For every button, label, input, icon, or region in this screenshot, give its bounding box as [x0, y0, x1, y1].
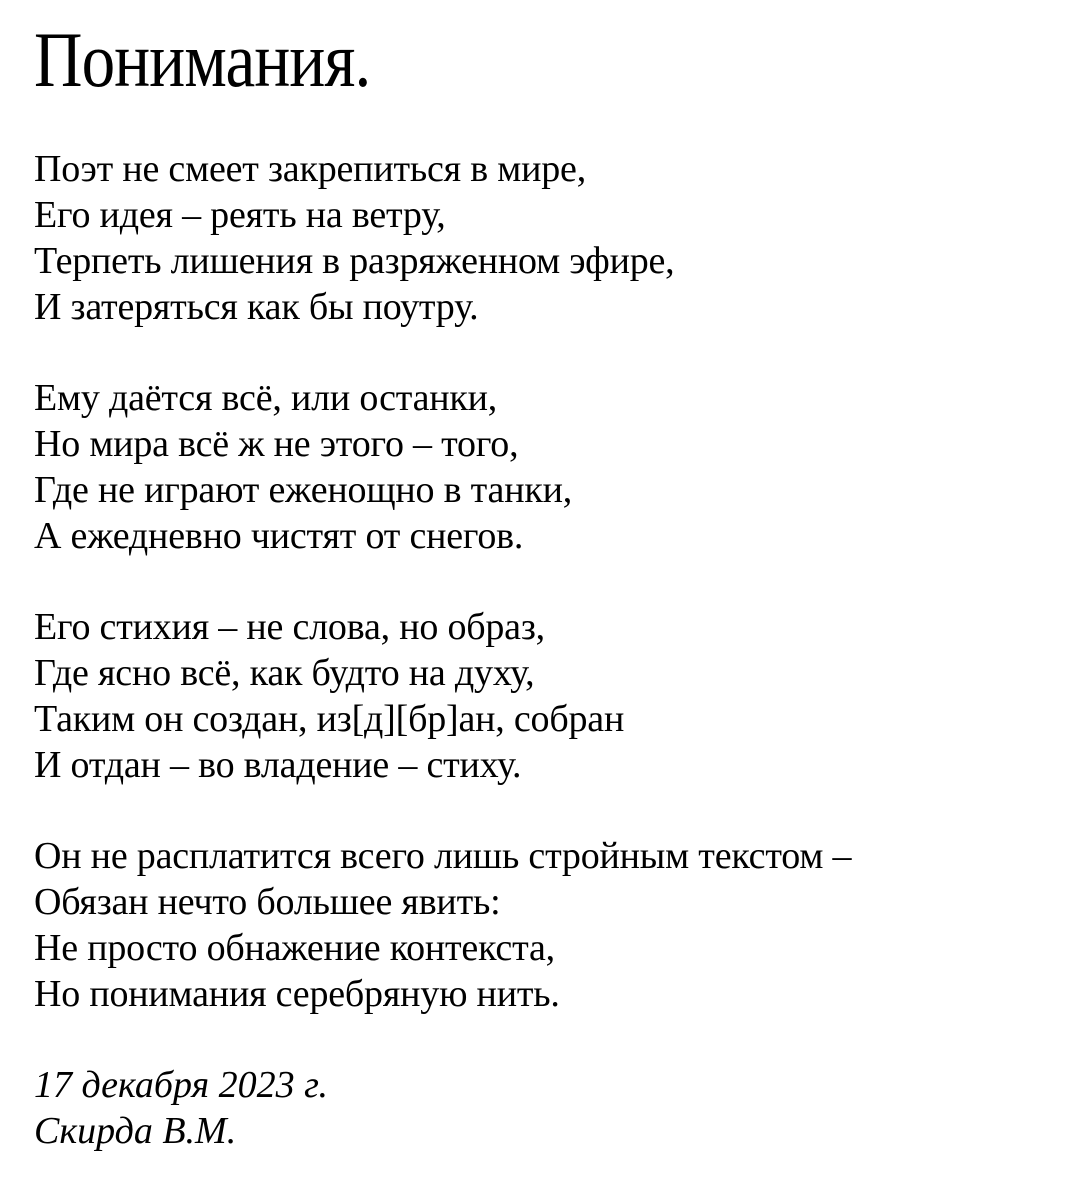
verse-line: Где не играют еженощно в танки,: [34, 469, 573, 511]
verse-line: Он не расплатится всего лишь стройным текстом –: [34, 835, 852, 877]
stanza-3: [34, 604, 1047, 788]
signature-date: 17 декабря 2023 г.: [34, 1064, 328, 1106]
verse-line: Но мира всё ж не этого – того,: [34, 423, 519, 465]
verse-line: Но понимания серебряную нить.: [34, 973, 560, 1015]
poem-title: Понимания.: [34, 16, 371, 103]
verse-line: И затеряться как бы поутру.: [34, 286, 479, 328]
verse-line: И отдан – во владение – стиху.: [34, 744, 522, 786]
verse-line: Таким он создан, из[д][бр]ан, собран: [34, 698, 625, 740]
signature-author: Скирда В.М.: [34, 1110, 237, 1152]
verse-line: А ежедневно чистят от снегов.: [34, 515, 524, 557]
stanza-1: [34, 146, 1047, 330]
verse-line: Его стихия – не слова, но образ,: [34, 606, 545, 648]
poem-page: [34, 14, 1047, 1154]
verse-line: Где ясно всё, как будто на духу,: [34, 652, 535, 694]
verse-line: Ему даётся всё, или останки,: [34, 377, 498, 419]
signature-block: [34, 1062, 1047, 1154]
verse-line: Поэт не смеет закрепиться в мире,: [34, 148, 587, 190]
stanza-4: [34, 833, 1047, 1017]
stanza-2: [34, 375, 1047, 559]
verse-line: Обязан нечто большее явить:: [34, 881, 501, 923]
verse-line: Терпеть лишения в разряженном эфире,: [34, 240, 675, 282]
verse-line: Его идея – реять на ветру,: [34, 194, 446, 236]
verse-line: Не просто обнажение контекста,: [34, 927, 555, 969]
